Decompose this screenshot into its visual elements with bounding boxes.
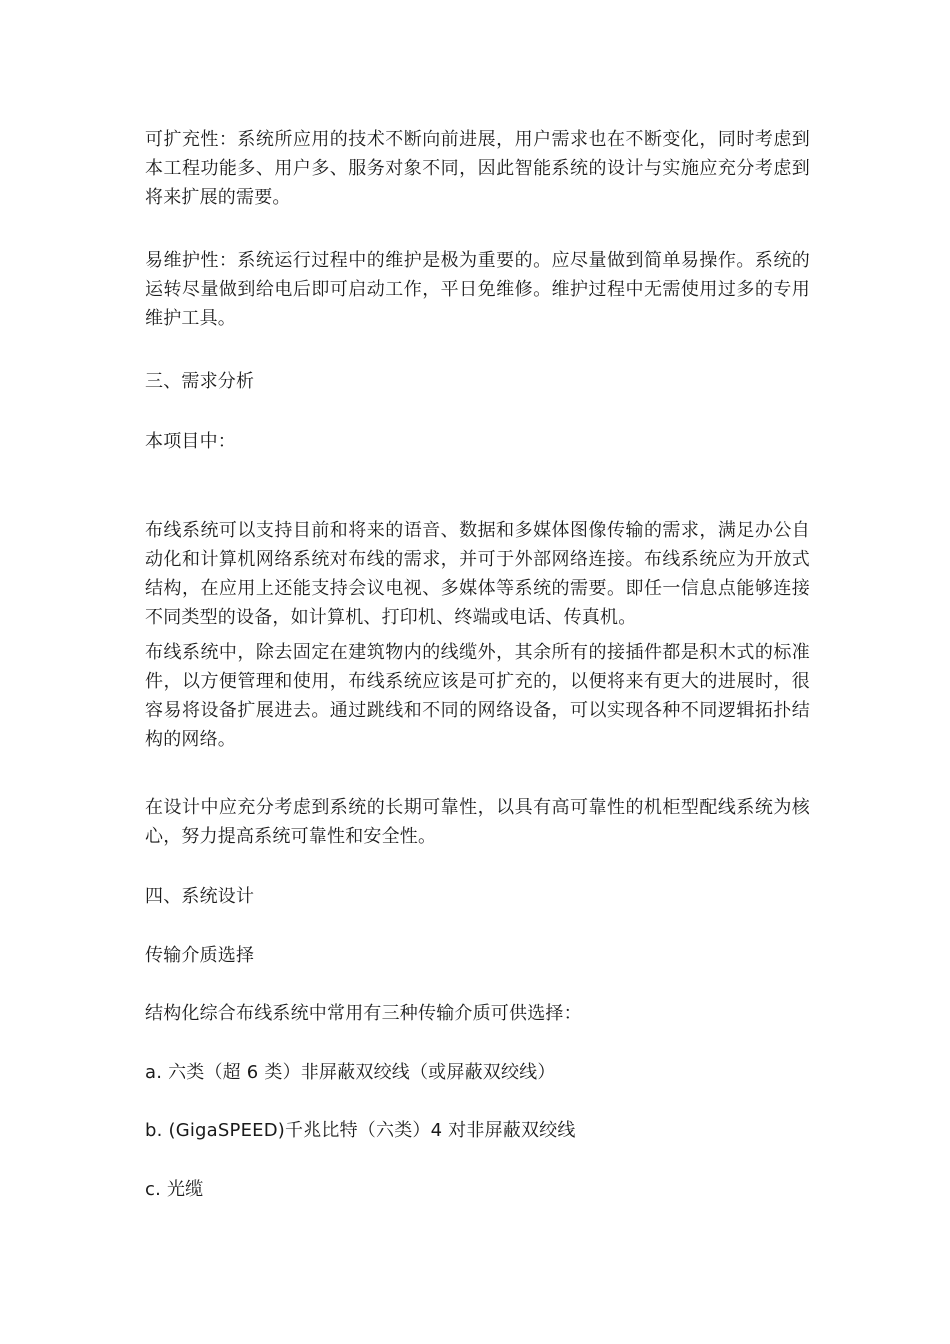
paragraph-cabling-support: 布线系统可以支持目前和将来的语音、数据和多媒体图像传输的需求，满足办公自动化和计算机网络系统对布线的需求，并可于外部网络连接。布线系统应为开放式结构，在应用上还能支持会议电视、多媒体等系统的需要。即任一信息点能够连接不同类型的设备，如计算机、打印机、终端或电话、传真机。	[145, 520, 810, 628]
subheading-media-selection: 传输介质选择	[145, 945, 255, 966]
list-item-option-b: b. (GigaSPEED)千兆比特（六类）4 对非屏蔽双绞线	[145, 1120, 576, 1141]
paragraph-scalability: 可扩充性：系统所应用的技术不断向前进展，用户需求也在不断变化，同时考虑到本工程功能多、用户多、服务对象不同，因此智能系统的设计与实施应充分考虑到将来扩展的需要。	[145, 129, 810, 208]
list-item-option-a: a. 六类（超 6 类）非屏蔽双绞线（或屏蔽双绞线）	[145, 1062, 556, 1083]
section-heading-requirements: 三、需求分析	[145, 371, 255, 392]
paragraph-media-intro: 结构化综合布线系统中常用有三种传输介质可供选择：	[145, 1003, 582, 1024]
paragraph-project-intro: 本项目中：	[145, 431, 236, 452]
paragraph-maintainability: 易维护性：系统运行过程中的维护是极为重要的。应尽量做到简单易操作。系统的运转尽量做到给电后即可启动工作，平日免维修。维护过程中无需使用过多的专用维护工具。	[145, 250, 810, 329]
section-heading-system-design: 四、系统设计	[145, 886, 255, 907]
list-item-option-c: c. 光缆	[145, 1179, 204, 1200]
paragraph-reliability: 在设计中应充分考虑到系统的长期可靠性，以具有高可靠性的机柜型配线系统为核心，努力提高系统可靠性和安全性。	[145, 797, 810, 847]
paragraph-cabling-components: 布线系统中，除去固定在建筑物内的线缆外，其余所有的接插件都是积木式的标准件，以方便管理和使用，布线系统应该是可扩充的，以便将来有更大的进展时，很容易将设备扩展进去。通过跳线和不同的网络设备，可以实现各种不同逻辑拓扑结构的网络。	[145, 642, 810, 750]
